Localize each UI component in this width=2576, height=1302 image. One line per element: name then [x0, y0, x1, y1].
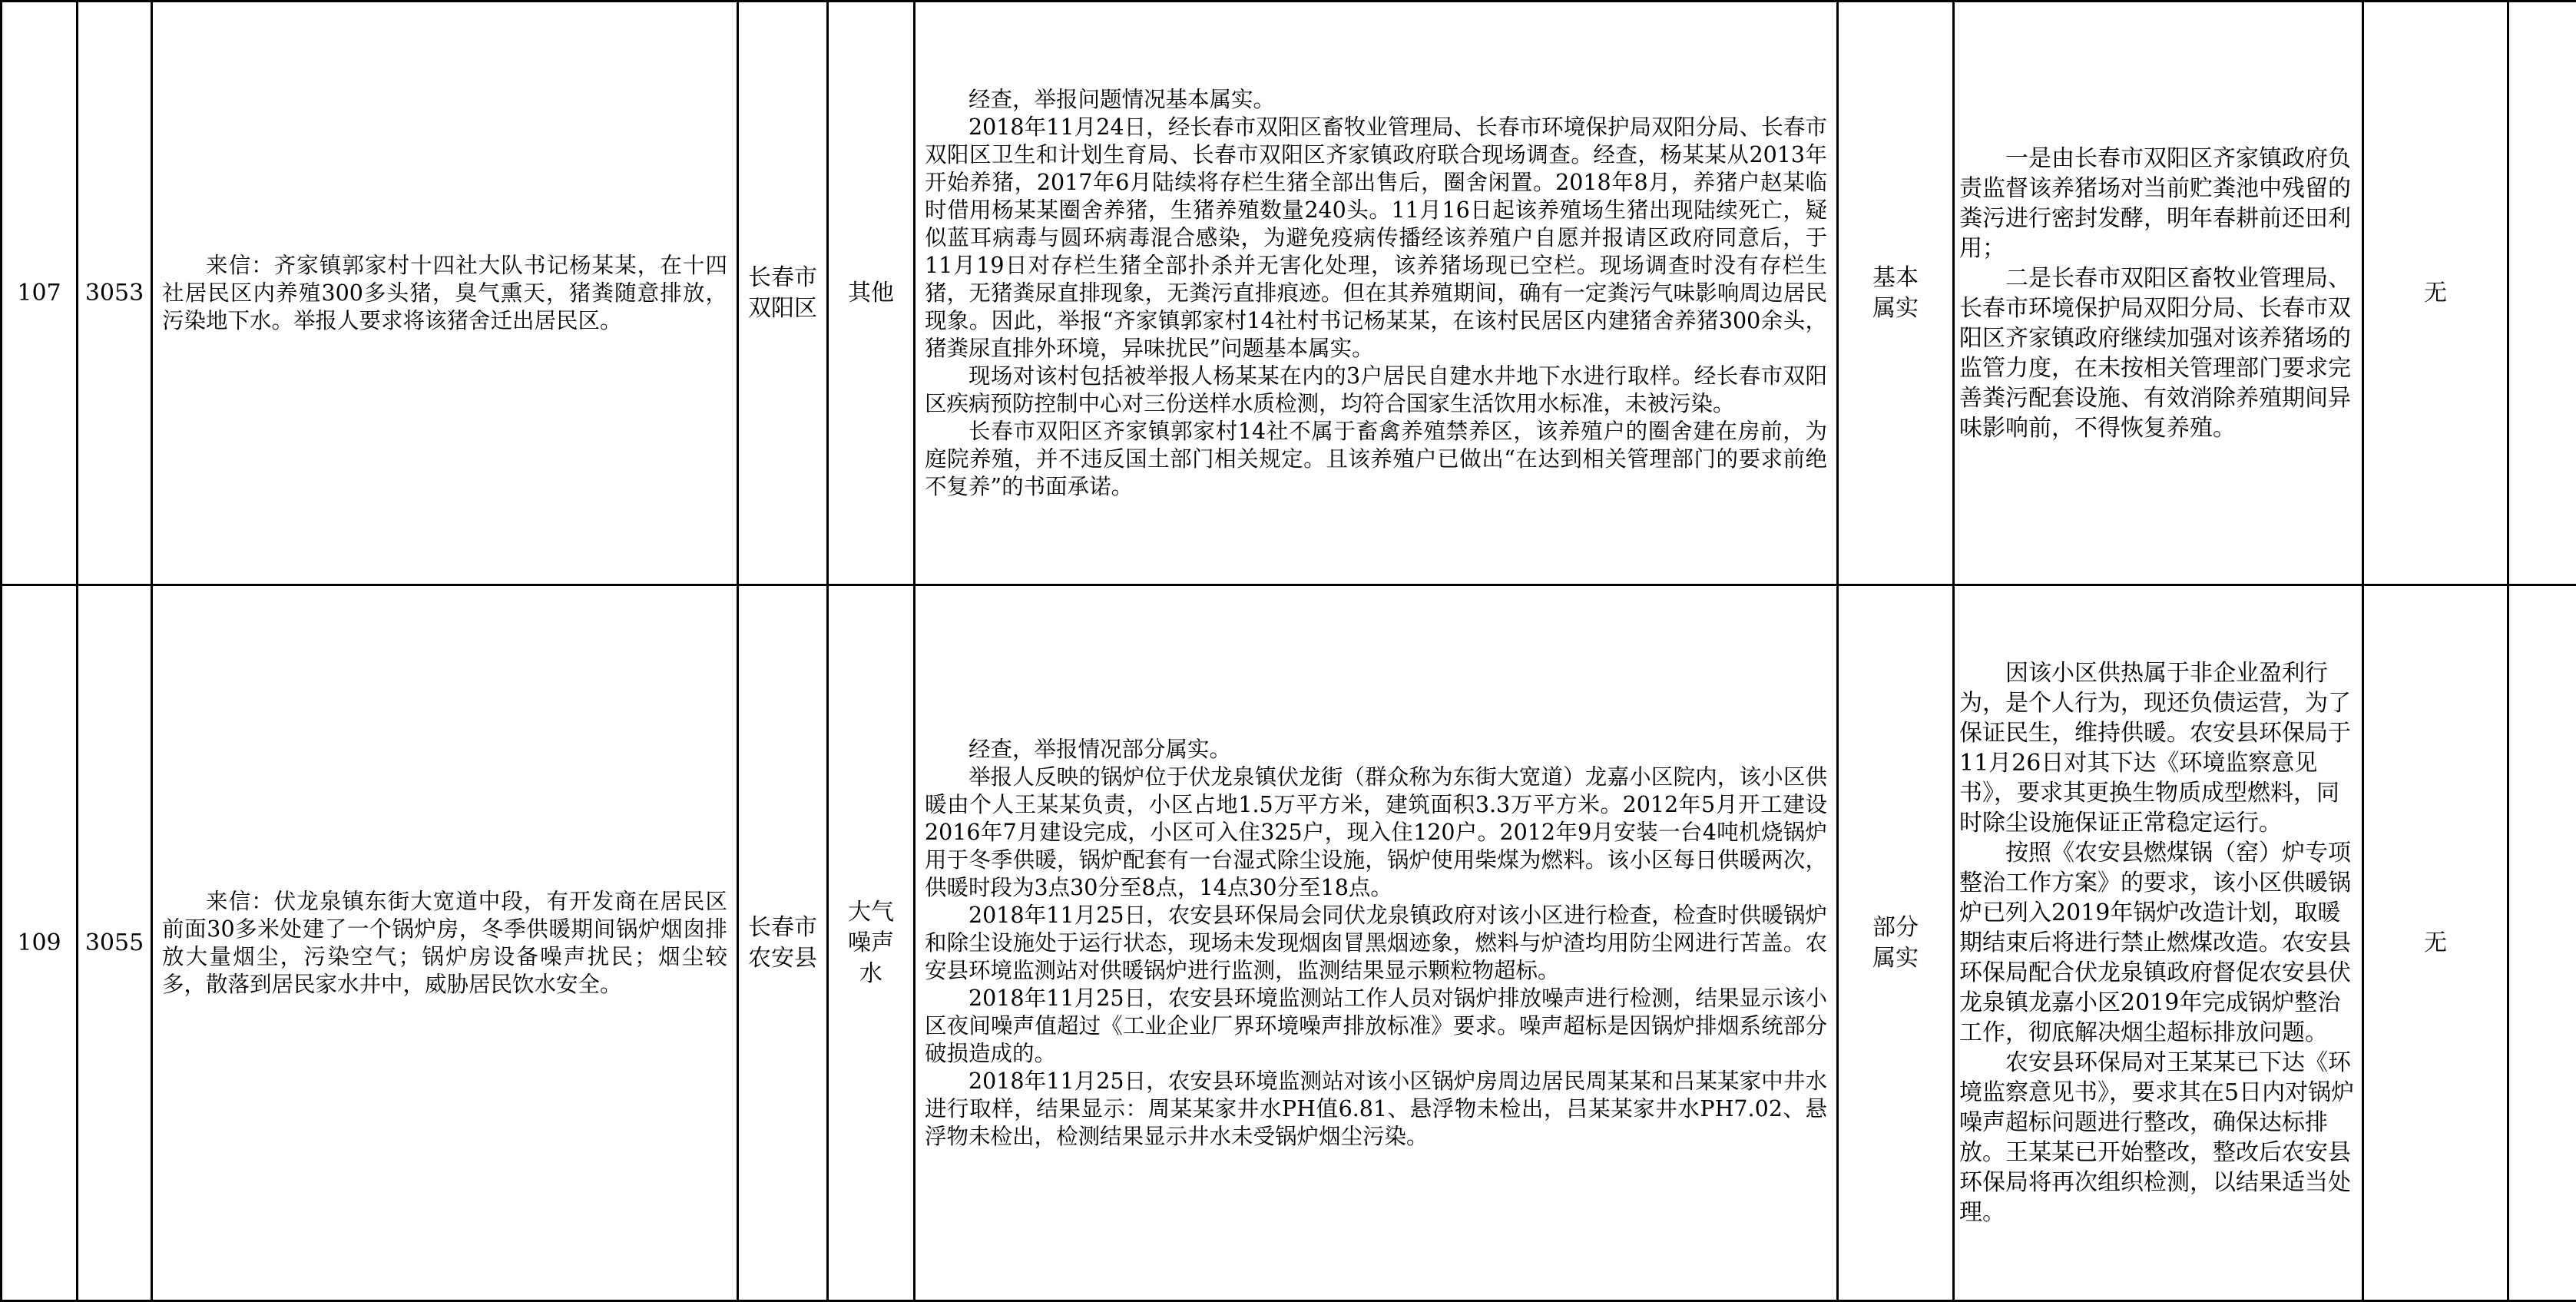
complaint-text: 来信：伏龙泉镇东街大宽道中段，有开发商在居民区前面30多米处建了一个锅炉房，冬季供暖期间锅炉烟囱排放大量烟尘，污染空气；锅炉房设备噪声扰民；烟尘较多，散落到居民家水井中，威胁居民饮水安全。 [162, 888, 727, 999]
seq-cell: 109 [2, 585, 78, 1301]
case-no-cell: 3055 [78, 585, 152, 1301]
category-cell [828, 585, 915, 1301]
complaint-cell [152, 2, 738, 585]
verdict-text: 基本属实 [1871, 263, 1920, 324]
findings-paragraph: 举报人反映的锅炉位于伏龙泉镇伏龙街（群众称为东街大宽道）龙嘉小区院内，该小区供暖由个人王某某负责，小区占地1.5万平方米，建筑面积3.3万平方米。2012年5月开工建设2016年7月建设完成，小区可入住325户，现入住120户。2012年9月安装一台4吨机烧锅炉用于冬季供暖，锅炉配套有一台湿式除尘设施，锅炉使用柴煤为燃料。该小区每日供暖两次，供暖时段为3点30分至8点，14点30分至18点。 [925, 764, 1827, 902]
verdict-text: 部分属实 [1871, 913, 1920, 974]
region-cell [738, 2, 828, 585]
findings-paragraph: 2018年11月25日，农安县环境监测站对该小区锅炉房周边居民周某某和吕某某家中井水进行取样，结果显示：周某某家井水PH值6.81、悬浮物未检出，吕某某家井水PH7.02、悬浮物未检出，检测结果显示井水未受锅炉烟尘污染。 [925, 1068, 1827, 1151]
region-text: 长春市双阳区 [744, 263, 821, 324]
findings-paragraph: 经查，举报问题情况基本属实。 [925, 86, 1827, 114]
measures-paragraph: 按照《农安县燃煤锅（窑）炉专项整治工作方案》的要求，该小区供暖锅炉已列入2019年锅炉改造计划，取暖期结束后将进行禁止燃煤改造。农安县环保局配合伏龙泉镇政府督促农安县伏龙泉镇龙嘉小区2019年完成锅炉整治工作，彻底解决烟尘超标排放问题。 [1959, 838, 2357, 1048]
category-text: 其他 [846, 278, 896, 309]
accountability-cell: 无 [2363, 585, 2508, 1301]
findings-paragraph: 现场对该村包括被举报人杨某某在内的3户居民自建水井地下水进行取样。经长春市双阳区疾病预防控制中心对三份送样水质检测，均符合国家生活饮用水标准，未被污染。 [925, 363, 1827, 418]
findings-paragraph: 2018年11月25日，农安县环保局会同伏龙泉镇政府对该小区进行检查，检查时供暖锅炉和除尘设施处于运行状态，现场未发现烟囱冒黑烟迹象，燃料与炉渣均用防尘网进行苫盖。农安县环境监测站对供暖锅炉进行监测，监测结果显示颗粒物超标。 [925, 902, 1827, 985]
seq-cell: 107 [2, 2, 78, 585]
findings-paragraph: 长春市双阳区齐家镇郭家村14社不属于畜禽养殖禁养区，该养殖户的圈舍建在房前，为庭院养殖，并不违反国土部门相关规定。且该养殖户已做出“在达到相关管理部门的要求前绝不复养”的书面承诺。 [925, 418, 1827, 501]
measures-paragraph: 因该小区供热属于非企业盈利行为，是个人行为，现还负债运营，为了保证民生，维持供暖。农安县环保局于11月26日对其下达《环境监察意见书》，要求其更换生物质成型燃料，同时除尘设施保证正常稳定运行。 [1959, 658, 2357, 838]
accountability-cell: 无 [2363, 2, 2508, 585]
table-row [2, 585, 2576, 1301]
measures-cell [1954, 585, 2363, 1301]
measures-cell [1954, 2, 2363, 585]
measures-paragraph: 二是长春市双阳区畜牧业管理局、长春市环境保护局双阳分局、长春市双阳区齐家镇政府继续加强对该养猪场的监管力度，在未按相关管理部门要求完善粪污配套设施、有效消除养殖期间异味影响前，不得恢复养殖。 [1959, 263, 2357, 443]
empty-cell [2508, 2, 2576, 585]
table-row [2, 2, 2576, 585]
complaint-cell [152, 585, 738, 1301]
complaint-text: 来信：齐家镇郭家村十四社大队书记杨某某，在十四社居民区内养殖300多头猪，臭气熏天，猪粪随意排放，污染地下水。举报人要求将该猪舍迁出居民区。 [162, 252, 727, 335]
category-text: 大气噪声水 [846, 897, 896, 989]
measures-paragraph: 一是由长春市双阳区齐家镇政府负责监督该养猪场对当前贮粪池中残留的粪污进行密封发酵，明年春耕前还田利用； [1959, 144, 2357, 263]
category-cell [828, 2, 915, 585]
verdict-cell [1838, 2, 1954, 585]
region-cell [738, 585, 828, 1301]
case-no-cell: 3053 [78, 2, 152, 585]
verdict-cell [1838, 585, 1954, 1301]
region-text: 长春市农安县 [744, 913, 821, 974]
empty-cell [2508, 585, 2576, 1301]
findings-paragraph: 2018年11月25日，农安县环境监测站工作人员对锅炉排放噪声进行检测，结果显示该小区夜间噪声值超过《工业企业厂界环境噪声排放标准》要求。噪声超标是因锅炉排烟系统部分破损造成的。 [925, 985, 1827, 1068]
measures-paragraph: 农安县环保局对王某某已下达《环境监察意见书》，要求其在5日内对锅炉噪声超标问题进行整改，确保达标排放。王某某已开始整改，整改后农安县环保局将再次组织检测，以结果适当处理。 [1959, 1048, 2357, 1227]
findings-cell [915, 585, 1838, 1301]
findings-paragraph: 2018年11月24日，经长春市双阳区畜牧业管理局、长春市环境保护局双阳分局、长春市双阳区卫生和计划生育局、长春市双阳区齐家镇政府联合现场调查。经查，杨某某从2013年开始养猪，2017年6月陆续将存栏生猪全部出售后，圈舍闲置。2018年8月，养猪户赵某临时借用杨某某圈舍养猪，生猪养殖数量240头。11月16日起该养殖场生猪出现陆续死亡，疑似蓝耳病毒与圆环病毒混合感染，为避免疫病传播经该养殖户自愿并报请区政府同意后，于11月19日对存栏生猪全部扑杀并无害化处理，该养猪场现已空栏。现场调查时没有存栏生猪，无猪粪尿直排现象，无粪污直排痕迹。但在其养殖期间，确有一定粪污气味影响周边居民现象。因此，举报“齐家镇郭家村14社村书记杨某某，在该村民居区内建猪舍养猪300余头，猪粪尿直排外环境，异味扰民”问题基本属实。 [925, 114, 1827, 363]
findings-cell [915, 2, 1838, 585]
findings-paragraph: 经查，举报情况部分属实。 [925, 736, 1827, 764]
